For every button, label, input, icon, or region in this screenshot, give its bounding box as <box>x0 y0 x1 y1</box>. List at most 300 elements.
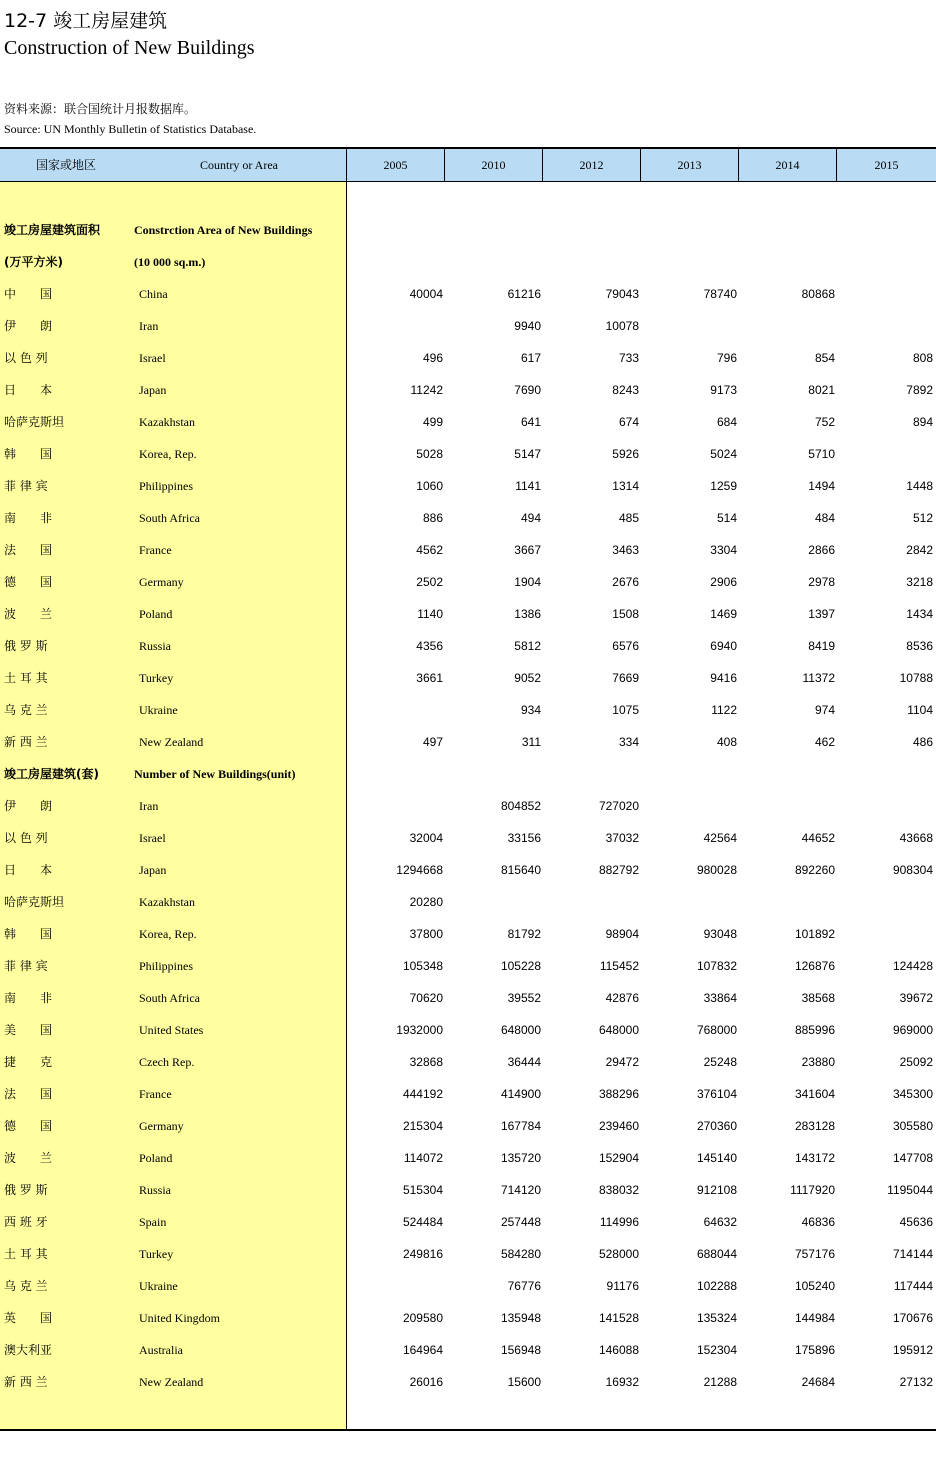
country-name-en: France <box>139 543 172 557</box>
value-cell-2012: 115452 <box>599 959 639 973</box>
value-cell-2005: 215304 <box>402 1119 443 1133</box>
value-cell-2005: 70620 <box>409 991 443 1005</box>
value-cell-2010 <box>451 886 541 918</box>
value-cell-2010: 9940 <box>514 319 541 333</box>
country-name-cn: 以 色 列 <box>4 831 48 845</box>
section-heading-row <box>0 246 936 278</box>
country-name-en: Iran <box>139 319 159 333</box>
country-name-cn: 俄 罗 斯 <box>4 1183 48 1197</box>
value-cell-2015: 908304 <box>892 863 933 877</box>
value-cell-2015: 25092 <box>899 1055 933 1069</box>
country-name-cn: 土 耳 其 <box>4 1247 48 1261</box>
value-cell-2010: 15600 <box>507 1375 541 1389</box>
value-cell-2005: 4356 <box>416 639 443 653</box>
value-cell-2005: 249816 <box>402 1247 443 1261</box>
value-cell-2014: 44652 <box>801 831 835 845</box>
value-cell-2005: 164964 <box>402 1343 443 1357</box>
value-cell-2005: 114072 <box>403 1151 443 1165</box>
value-cell-2013: 270360 <box>696 1119 737 1133</box>
value-cell-2015: 2842 <box>906 543 933 557</box>
table-row <box>0 1334 936 1366</box>
value-cell-2014: 8419 <box>808 639 835 653</box>
value-cell-2015 <box>843 310 933 342</box>
value-cell-2012: 388296 <box>598 1087 639 1101</box>
country-name-cn: 乌 克 兰 <box>4 1279 48 1293</box>
country-name-en: Russia <box>139 1183 172 1197</box>
table-row <box>0 1078 936 1110</box>
value-cell-2005: 1140 <box>417 607 443 621</box>
value-cell-2015: 8536 <box>906 639 933 653</box>
value-cell-2012: 3463 <box>612 543 639 557</box>
value-cell-2013: 152304 <box>696 1343 737 1357</box>
value-cell-2014: 175896 <box>794 1343 835 1357</box>
table-row <box>0 694 936 726</box>
value-cell-2012: 648000 <box>598 1023 639 1037</box>
country-name-en: Philippines <box>139 479 194 493</box>
value-cell-2014: 5710 <box>808 447 835 461</box>
value-cell-2010: 934 <box>520 703 541 717</box>
value-cell-2005 <box>353 694 443 726</box>
table-row <box>0 662 936 694</box>
table-row <box>0 1366 936 1398</box>
value-cell-2005: 444192 <box>402 1087 443 1101</box>
value-cell-2015: 512 <box>912 511 933 525</box>
country-name-en: South Africa <box>139 991 200 1005</box>
value-cell-2013: 9416 <box>710 671 737 685</box>
value-cell-2013 <box>647 790 737 822</box>
value-cell-2005: 2502 <box>416 575 443 589</box>
country-name-cn: 土 耳 其 <box>4 671 48 685</box>
value-cell-2012: 485 <box>618 511 639 525</box>
value-cell-2012: 8243 <box>612 383 639 397</box>
value-cell-2010: 156948 <box>500 1343 541 1357</box>
value-cell-2012: 37032 <box>605 831 639 845</box>
value-cell-2015 <box>843 278 933 310</box>
table-row <box>0 374 936 406</box>
country-name-en: Israel <box>139 351 166 365</box>
country-name-en: New Zealand <box>139 735 204 749</box>
value-cell-2012: 5926 <box>612 447 639 461</box>
value-cell-2012: 29472 <box>605 1055 639 1069</box>
value-cell-2015: 45636 <box>899 1215 933 1229</box>
country-name-en: Spain <box>139 1215 167 1229</box>
country-name-cn: 法 国 <box>4 1087 53 1101</box>
value-cell-2015: 1195044 <box>887 1183 933 1197</box>
country-name-en: Australia <box>139 1343 183 1357</box>
value-cell-2012: 2676 <box>612 575 639 589</box>
value-cell-2005: 499 <box>422 415 443 429</box>
country-name-en: Turkey <box>139 1247 174 1261</box>
country-name-en: Turkey <box>139 671 174 685</box>
table-row <box>0 1174 936 1206</box>
value-cell-2010: 76776 <box>507 1279 541 1293</box>
table-row <box>0 310 936 342</box>
value-cell-2013 <box>647 310 737 342</box>
section-title-en: Number of New Buildings(unit) <box>134 767 296 781</box>
value-cell-2014: 8021 <box>808 383 835 397</box>
value-cell-2015: 147708 <box>892 1151 933 1165</box>
value-cell-2010: 36444 <box>507 1055 541 1069</box>
value-cell-2013: 912108 <box>696 1183 737 1197</box>
value-cell-2013: 9173 <box>710 383 737 397</box>
value-cell-2010: 105228 <box>500 959 541 973</box>
value-cell-2010: 135720 <box>500 1151 541 1165</box>
country-name-en: Poland <box>139 1151 173 1165</box>
value-cell-2010: 9052 <box>514 671 541 685</box>
value-cell-2005: 40004 <box>409 287 443 301</box>
value-cell-2014: 1494 <box>808 479 835 493</box>
value-cell-2010: 815640 <box>500 863 541 877</box>
value-cell-2012: 1508 <box>612 607 639 621</box>
value-cell-2005: 32868 <box>409 1055 443 1069</box>
value-cell-2014: 974 <box>814 703 835 717</box>
value-cell-2015: 10788 <box>899 671 933 685</box>
value-cell-2010: 5147 <box>514 447 541 461</box>
country-name-en: United States <box>139 1023 204 1037</box>
value-cell-2015: 969000 <box>892 1023 933 1037</box>
country-name-cn: 新 西 兰 <box>4 1375 48 1389</box>
value-cell-2015: 486 <box>912 735 933 749</box>
value-cell-2012: 838032 <box>598 1183 639 1197</box>
value-cell-2010: 5812 <box>514 639 541 653</box>
value-cell-2015: 117444 <box>893 1279 933 1293</box>
country-name-cn: 日 本 <box>4 383 53 397</box>
value-cell-2015: 39672 <box>899 991 933 1005</box>
value-cell-2015: 195912 <box>892 1343 933 1357</box>
value-cell-2012: 334 <box>618 735 639 749</box>
value-cell-2012: 727020 <box>598 799 639 813</box>
country-name-cn: 美 国 <box>4 1023 53 1037</box>
value-cell-2013: 1259 <box>710 479 737 493</box>
header-year-2013: 2013 <box>677 158 702 172</box>
value-cell-2005: 1060 <box>416 479 443 493</box>
table-row <box>0 918 936 950</box>
table-row <box>0 598 936 630</box>
header-year-2012: 2012 <box>579 158 604 172</box>
table-row <box>0 278 936 310</box>
country-name-en: United Kingdom <box>139 1311 220 1325</box>
value-cell-2005: 886 <box>422 511 443 525</box>
value-cell-2010: 167784 <box>500 1119 541 1133</box>
section-title-cn: 竣工房屋建筑面积 <box>4 223 101 237</box>
country-name-en: New Zealand <box>139 1375 204 1389</box>
value-cell-2010: 648000 <box>500 1023 541 1037</box>
country-name-en: Czech Rep. <box>139 1055 195 1069</box>
header-country-cn: 国家或地区 <box>35 158 96 172</box>
table-row <box>0 534 936 566</box>
value-cell-2013: 1122 <box>711 703 737 717</box>
table-row <box>0 470 936 502</box>
value-cell-2013: 796 <box>716 351 737 365</box>
value-cell-2013: 93048 <box>703 927 737 941</box>
value-cell-2005: 1294668 <box>396 863 443 877</box>
value-cell-2010: 1386 <box>514 607 541 621</box>
value-cell-2015: 124428 <box>892 959 933 973</box>
table-header <box>0 147 936 182</box>
value-cell-2014: 80868 <box>801 287 835 301</box>
value-cell-2013: 6940 <box>710 639 737 653</box>
country-name-en: Korea, Rep. <box>139 927 197 941</box>
table-row <box>0 1238 936 1270</box>
value-cell-2013 <box>647 886 737 918</box>
value-cell-2012: 98904 <box>605 927 639 941</box>
section-heading-row <box>0 214 936 246</box>
value-cell-2010: 311 <box>521 735 541 749</box>
value-cell-2010: 33156 <box>507 831 541 845</box>
country-name-en: Kazakhstan <box>139 895 195 909</box>
country-name-cn: 菲 律 宾 <box>4 479 48 493</box>
table-row <box>0 1142 936 1174</box>
country-name-en: Ukraine <box>139 703 178 717</box>
value-cell-2010: 714120 <box>500 1183 541 1197</box>
value-cell-2015: 894 <box>912 415 933 429</box>
country-name-cn: 俄 罗 斯 <box>4 639 48 653</box>
value-cell-2005: 496 <box>422 351 443 365</box>
value-cell-2014: 143172 <box>794 1151 835 1165</box>
country-name-en: China <box>139 287 168 301</box>
value-cell-2013: 514 <box>716 511 737 525</box>
table-row <box>0 630 936 662</box>
table-number-title: 12-7 竣工房屋建筑 <box>4 10 168 32</box>
value-cell-2012: 733 <box>618 351 639 365</box>
value-cell-2013: 768000 <box>696 1023 737 1037</box>
country-name-cn: 波 兰 <box>4 607 53 621</box>
value-cell-2013: 21288 <box>703 1375 737 1389</box>
value-cell-2015: 808 <box>912 351 933 365</box>
table-row <box>0 342 936 374</box>
value-cell-2012: 1314 <box>612 479 639 493</box>
value-cell-2005: 26016 <box>409 1375 443 1389</box>
value-cell-2010: 414900 <box>500 1087 541 1101</box>
value-cell-2012: 239460 <box>598 1119 639 1133</box>
source-note-english: Source: UN Monthly Bulletin of Statistics Database. <box>4 122 257 136</box>
value-cell-2015: 27132 <box>899 1375 933 1389</box>
table-row <box>0 1302 936 1334</box>
country-name-en: Russia <box>139 639 172 653</box>
value-cell-2013: 42564 <box>703 831 737 845</box>
table-row <box>0 1046 936 1078</box>
country-name-cn: 日 本 <box>4 863 53 877</box>
value-cell-2013: 5024 <box>710 447 737 461</box>
value-cell-2010: 494 <box>520 511 541 525</box>
country-name-cn: 韩 国 <box>4 447 53 461</box>
country-name-en: Germany <box>139 575 184 589</box>
country-name-cn: 伊 朗 <box>4 799 53 813</box>
country-name-en: Poland <box>139 607 173 621</box>
header-year-2005: 2005 <box>383 158 408 172</box>
value-cell-2012: 146088 <box>598 1343 639 1357</box>
value-cell-2005: 105348 <box>402 959 443 973</box>
country-name-cn: 韩 国 <box>4 927 53 941</box>
country-name-cn: 法 国 <box>4 543 53 557</box>
header-year-2014: 2014 <box>775 158 800 172</box>
value-cell-2013: 376104 <box>696 1087 737 1101</box>
value-cell-2015: 1448 <box>906 479 933 493</box>
value-cell-2014 <box>745 886 835 918</box>
country-name-cn: 波 兰 <box>4 1151 53 1165</box>
value-cell-2013: 688044 <box>696 1247 737 1261</box>
country-name-cn: 南 非 <box>4 991 53 1005</box>
country-name-en: Iran <box>139 799 159 813</box>
value-cell-2012: 7669 <box>612 671 639 685</box>
value-cell-2005: 5028 <box>416 447 443 461</box>
value-cell-2005: 20280 <box>409 895 443 909</box>
country-name-en: France <box>139 1087 172 1101</box>
value-cell-2012: 6576 <box>612 639 639 653</box>
value-cell-2015: 43668 <box>899 831 933 845</box>
value-cell-2014: 11372 <box>802 671 835 685</box>
country-name-en: Korea, Rep. <box>139 447 197 461</box>
value-cell-2012: 16932 <box>605 1375 639 1389</box>
value-cell-2014 <box>745 790 835 822</box>
value-cell-2010: 81792 <box>507 927 541 941</box>
value-cell-2005 <box>353 790 443 822</box>
source-note-chinese: 资料来源：联合国统计月报数据库。 <box>4 102 197 116</box>
country-name-cn: 新 西 兰 <box>4 735 48 749</box>
table-row <box>0 406 936 438</box>
header-year-2015: 2015 <box>874 158 899 172</box>
value-cell-2013: 102288 <box>696 1279 737 1293</box>
value-cell-2012: 10078 <box>605 319 639 333</box>
country-name-en: Germany <box>139 1119 184 1133</box>
value-cell-2012: 42876 <box>605 991 639 1005</box>
country-name-en: Japan <box>139 863 167 877</box>
value-cell-2014: 2866 <box>808 543 835 557</box>
value-cell-2014: 38568 <box>801 991 835 1005</box>
table-title-english: Construction of New Buildings <box>4 37 255 59</box>
table-row <box>0 982 936 1014</box>
table-row <box>0 438 936 470</box>
table-row <box>0 790 936 822</box>
value-cell-2005: 32004 <box>409 831 443 845</box>
value-cell-2015: 1434 <box>906 607 933 621</box>
value-cell-2010: 7690 <box>514 383 541 397</box>
table-row <box>0 566 936 598</box>
value-cell-2012: 141528 <box>598 1311 639 1325</box>
table-row <box>0 1014 936 1046</box>
value-cell-2015 <box>843 790 933 822</box>
value-cell-2012: 79043 <box>605 287 639 301</box>
table-row <box>0 1270 936 1302</box>
value-cell-2005: 515304 <box>402 1183 443 1197</box>
table-bottom-rule <box>0 1429 936 1431</box>
value-cell-2014: 46836 <box>801 1215 835 1229</box>
value-cell-2014: 892260 <box>794 863 835 877</box>
value-cell-2012 <box>549 886 639 918</box>
value-cell-2012: 674 <box>618 415 639 429</box>
value-cell-2005: 524484 <box>402 1215 443 1229</box>
value-cell-2010: 61216 <box>507 287 541 301</box>
country-name-cn: 德 国 <box>4 575 53 589</box>
country-name-cn: 澳大利亚 <box>4 1343 53 1357</box>
value-cell-2010: 804852 <box>500 799 541 813</box>
value-cell-2014: 105240 <box>794 1279 835 1293</box>
country-name-en: Israel <box>139 831 166 845</box>
value-cell-2014: 341604 <box>794 1087 835 1101</box>
value-cell-2013: 980028 <box>696 863 737 877</box>
section-title-en: Constrction Area of New Buildings <box>134 223 313 237</box>
value-cell-2010: 135948 <box>500 1311 541 1325</box>
table-row <box>0 886 936 918</box>
value-cell-2005 <box>353 310 443 342</box>
value-cell-2005: 11242 <box>410 383 443 397</box>
value-cell-2015 <box>843 886 933 918</box>
header-country-en: Country or Area <box>200 158 278 172</box>
value-cell-2010: 641 <box>520 415 541 429</box>
country-name-cn: 西 班 牙 <box>4 1215 48 1229</box>
value-cell-2013: 25248 <box>703 1055 737 1069</box>
country-name-cn: 伊 朗 <box>4 319 53 333</box>
country-name-cn: 哈萨克斯坦 <box>4 895 65 909</box>
country-name-cn: 中 国 <box>4 287 53 301</box>
value-cell-2005 <box>353 1270 443 1302</box>
value-cell-2014: 484 <box>814 511 835 525</box>
value-cell-2005: 209580 <box>402 1311 443 1325</box>
value-cell-2013: 1469 <box>710 607 737 621</box>
country-name-en: Japan <box>139 383 167 397</box>
value-cell-2015: 170676 <box>892 1311 933 1325</box>
value-cell-2014: 144984 <box>794 1311 835 1325</box>
value-cell-2014: 2978 <box>808 575 835 589</box>
value-cell-2013: 107832 <box>696 959 737 973</box>
value-cell-2015: 345300 <box>892 1087 933 1101</box>
value-cell-2010: 3667 <box>514 543 541 557</box>
value-cell-2010: 1904 <box>514 575 541 589</box>
value-cell-2014: 101892 <box>794 927 835 941</box>
value-cell-2014: 1397 <box>808 607 835 621</box>
value-cell-2005: 497 <box>422 735 443 749</box>
value-cell-2013: 684 <box>716 415 737 429</box>
table-row <box>0 950 936 982</box>
value-cell-2013: 135324 <box>696 1311 737 1325</box>
value-cell-2013: 78740 <box>703 287 737 301</box>
value-cell-2014: 757176 <box>794 1247 835 1261</box>
value-cell-2015: 7892 <box>906 383 933 397</box>
value-cell-2013: 408 <box>716 735 737 749</box>
value-cell-2005: 37800 <box>409 927 443 941</box>
value-cell-2005: 1932000 <box>396 1023 443 1037</box>
value-cell-2010: 584280 <box>500 1247 541 1261</box>
value-cell-2013: 2906 <box>710 575 737 589</box>
value-cell-2014: 23880 <box>801 1055 835 1069</box>
country-name-cn: 哈萨克斯坦 <box>4 415 65 429</box>
value-cell-2014 <box>745 310 835 342</box>
value-cell-2012: 882792 <box>598 863 639 877</box>
section-title-en: (10 000 sq.m.) <box>134 255 206 269</box>
value-cell-2012: 528000 <box>598 1247 639 1261</box>
country-name-cn: 乌 克 兰 <box>4 703 48 717</box>
country-name-cn: 以 色 列 <box>4 351 48 365</box>
value-cell-2015: 3218 <box>906 575 933 589</box>
value-cell-2014: 283128 <box>794 1119 835 1133</box>
value-cell-2012: 91176 <box>606 1279 639 1293</box>
value-cell-2012: 152904 <box>598 1151 639 1165</box>
section-heading-row <box>0 758 936 790</box>
value-cell-2015: 714144 <box>892 1247 933 1261</box>
value-cell-2014: 24684 <box>801 1375 835 1389</box>
value-cell-2010: 257448 <box>500 1215 541 1229</box>
value-cell-2014: 885996 <box>794 1023 835 1037</box>
section-title-cn: (万平方米) <box>4 255 63 269</box>
value-cell-2005: 3661 <box>416 671 443 685</box>
value-cell-2015 <box>843 918 933 950</box>
table-row <box>0 854 936 886</box>
table-row <box>0 502 936 534</box>
value-cell-2013: 33864 <box>703 991 737 1005</box>
value-cell-2012: 1075 <box>612 703 639 717</box>
country-name-cn: 英 国 <box>4 1311 53 1325</box>
country-name-cn: 德 国 <box>4 1119 53 1133</box>
